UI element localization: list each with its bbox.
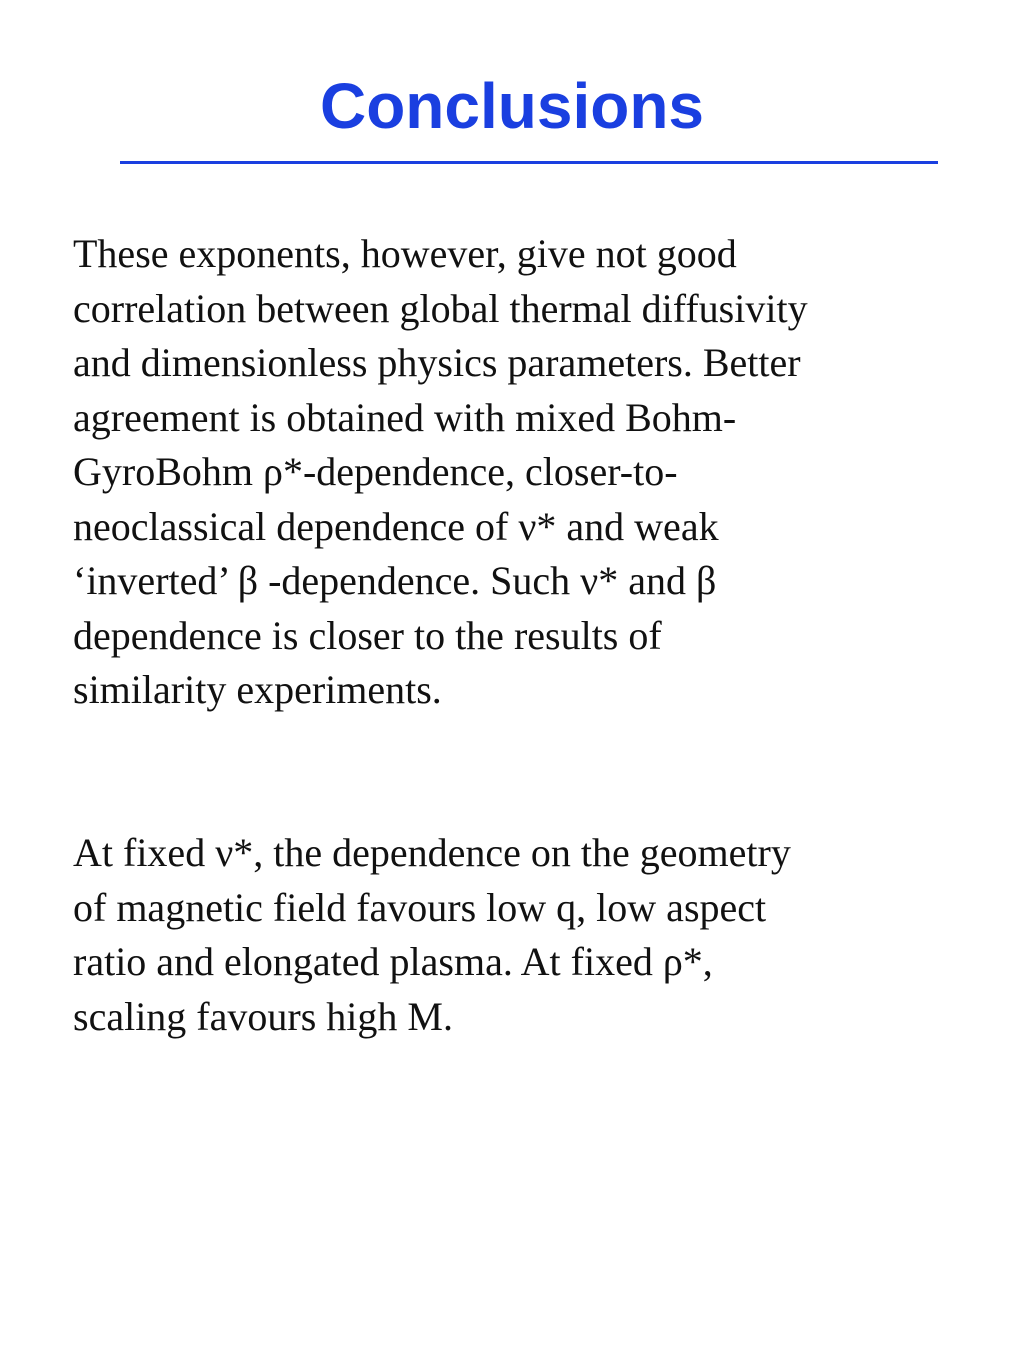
slide-title: Conclusions	[319, 70, 705, 142]
text-line: ratio and elongated plasma. At fixed ρ*,	[73, 939, 713, 984]
text-line: ‘inverted’ β -dependence. Such ν* and β	[73, 558, 717, 603]
text-line: and dimensionless physics parameters. Better	[73, 340, 801, 385]
text-line: neoclassical dependence of ν* and weak	[73, 503, 719, 549]
title-underline	[120, 161, 938, 164]
text-line: At fixed ν*, the dependence on the geometry	[73, 830, 791, 875]
paragraph-geometry-dependence	[73, 826, 953, 1044]
text-line: similarity experiments.	[73, 667, 442, 712]
text-line: dependence is closer to the results of	[73, 612, 662, 658]
text-line: scaling favours high M.	[73, 993, 453, 1039]
text-line: GyroBohm ρ*-dependence, closer-to-	[73, 449, 678, 494]
text-line: of magnetic field favours low q, low aspect	[73, 884, 767, 930]
paragraph-exponents-correlation	[73, 227, 953, 718]
text-line: These exponents, however, give not good	[73, 231, 737, 276]
text-line: correlation between global thermal diffusivity	[73, 285, 808, 331]
text-line: agreement is obtained with mixed Bohm-	[73, 394, 737, 440]
